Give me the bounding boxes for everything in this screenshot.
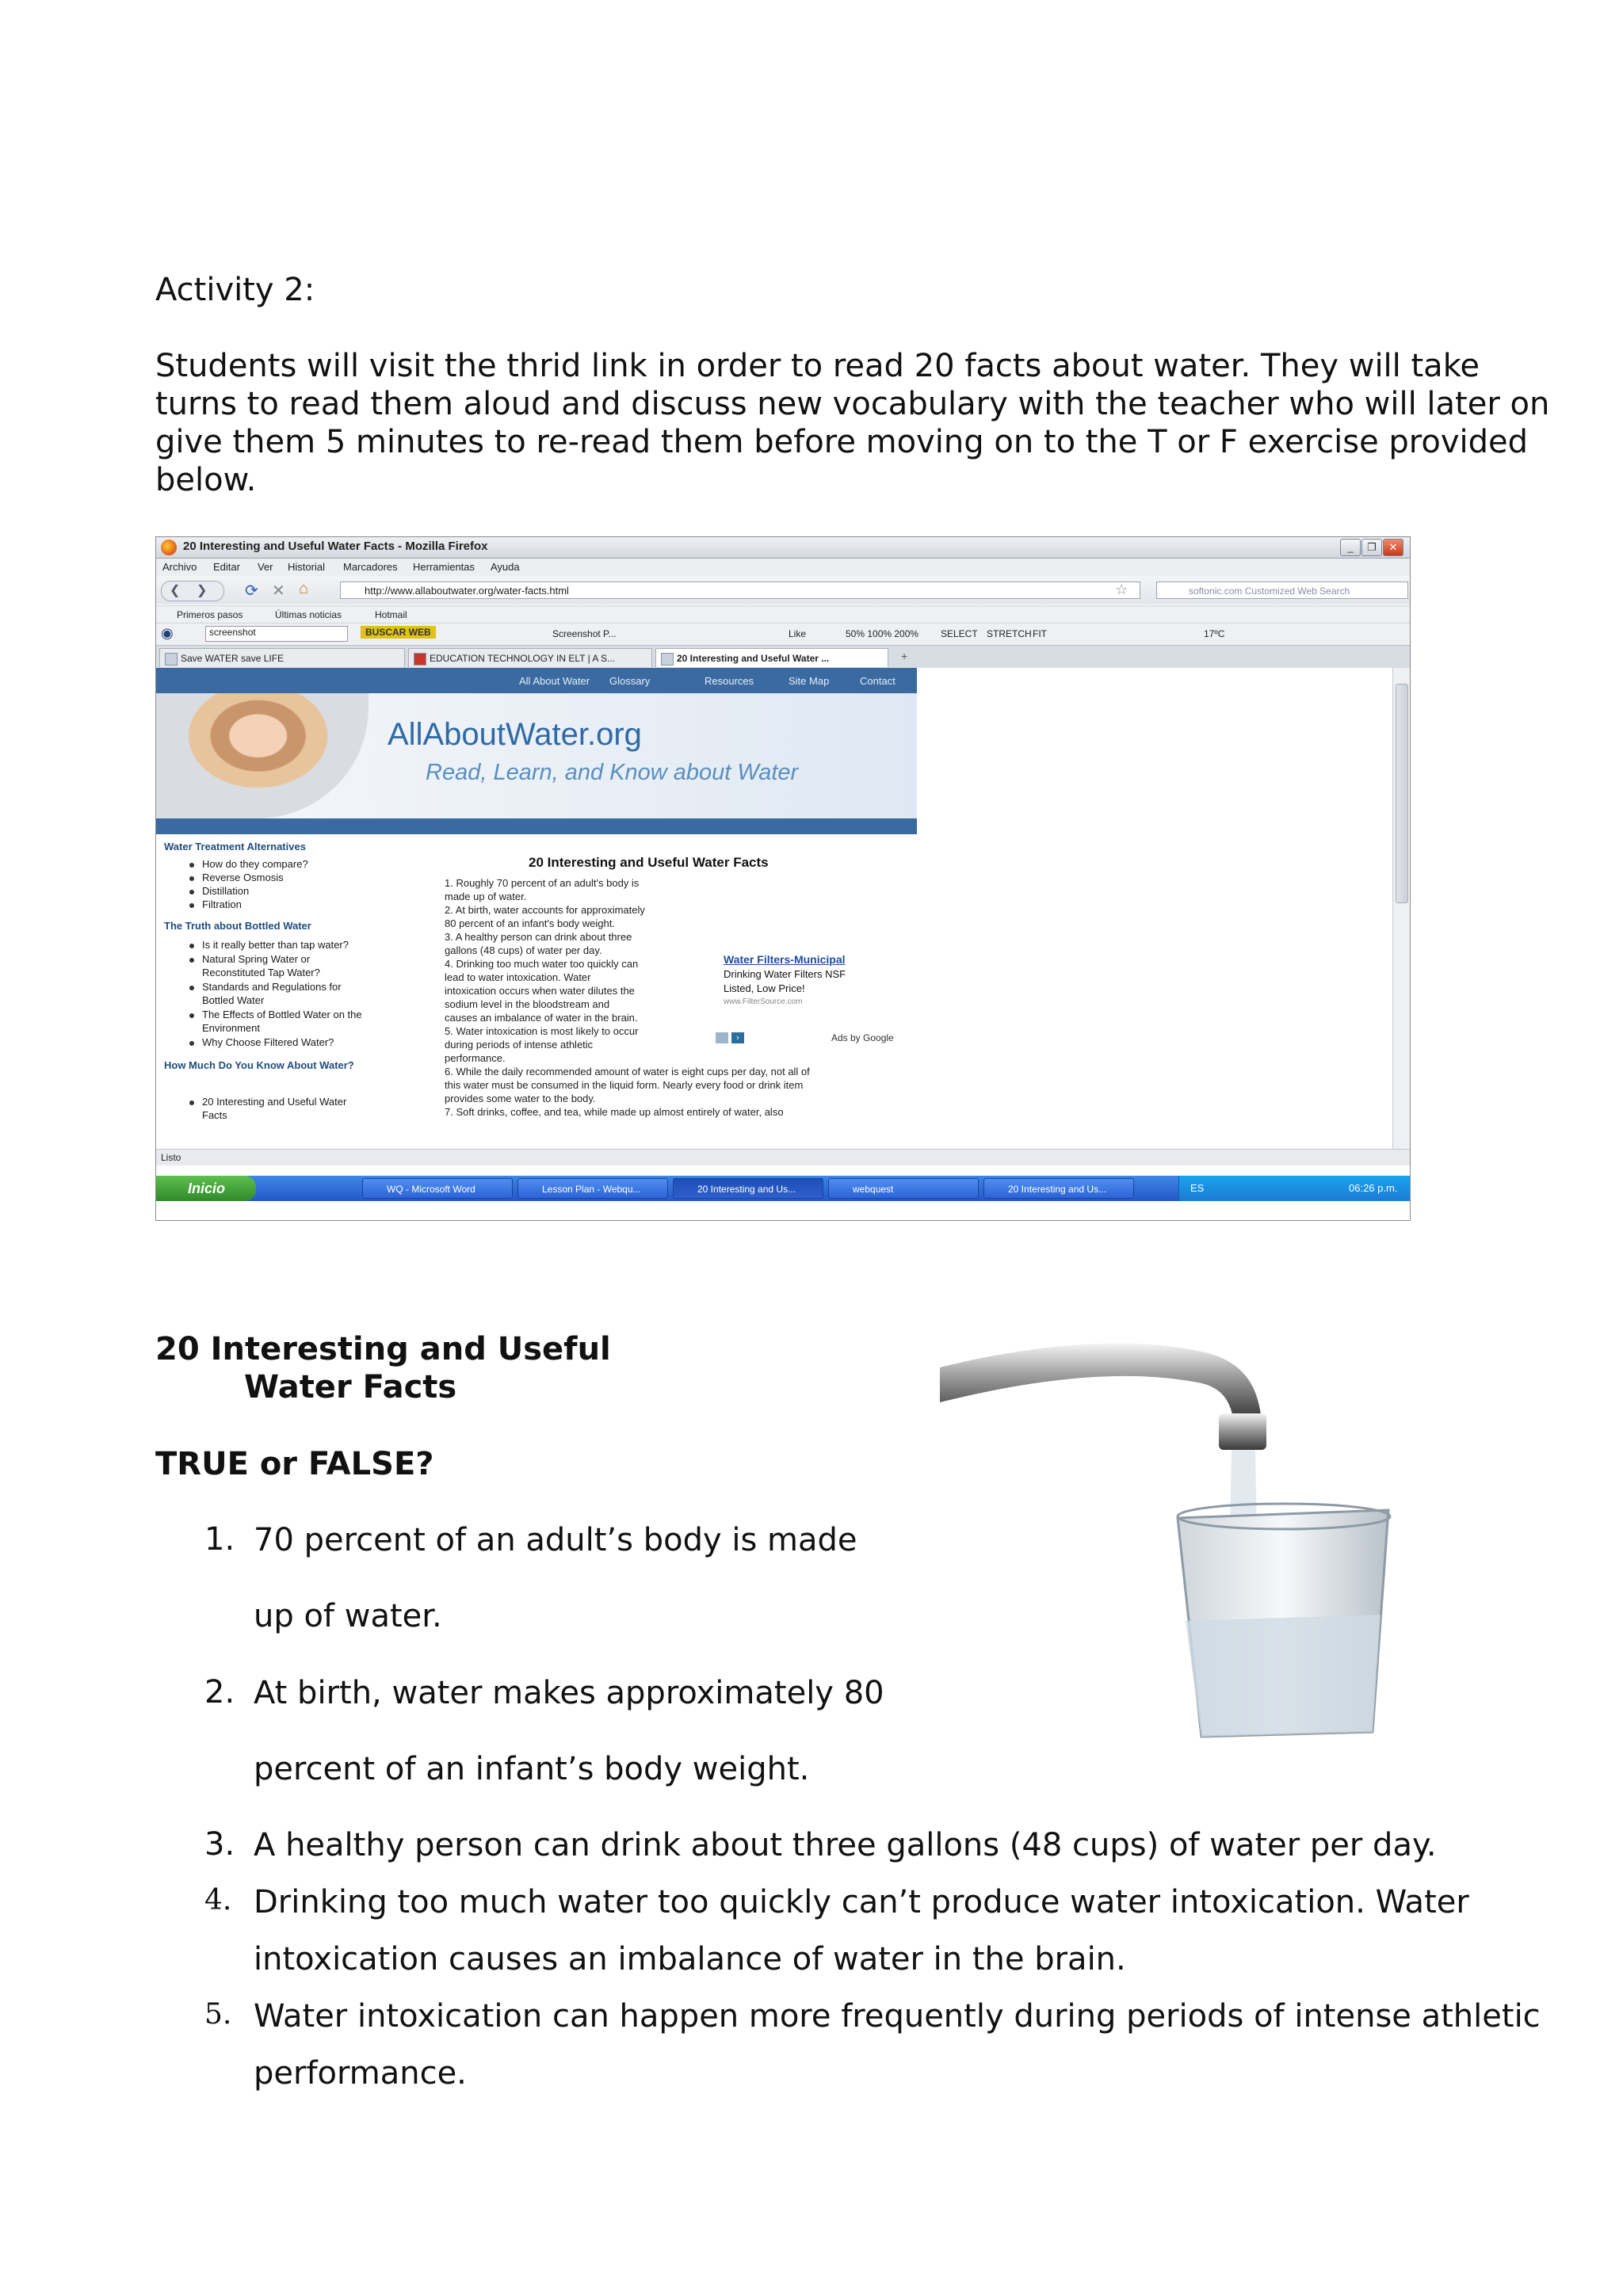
sidebar-link[interactable]: Filtration — [189, 898, 242, 911]
status-bar — [156, 1149, 1410, 1165]
question-line: At birth, water makes approximately 80 — [254, 1675, 884, 1711]
menu-ayuda[interactable]: Ayuda — [491, 561, 520, 573]
question-number: 4. — [204, 1884, 232, 1917]
toolbar-search-input[interactable]: screenshot — [205, 626, 348, 642]
weather-readout: 17ºC — [1204, 628, 1225, 639]
addon-toolbar — [156, 623, 1410, 646]
forward-icon[interactable]: ❯ — [197, 584, 208, 597]
fact-line: 4. Drinking too much water too quickly can — [445, 958, 639, 970]
sidebar-link[interactable]: Is it really better than tap water? — [189, 939, 349, 952]
tab-save-water[interactable]: Save WATER save LIFE — [159, 648, 405, 667]
question-line: intoxication causes an imbalance of water in the brain. — [254, 1941, 1126, 1978]
site-nav-all-about-water[interactable]: All About Water — [519, 675, 590, 687]
activity-paragraph-line: below. — [155, 462, 257, 498]
water-glass-illustration — [940, 1320, 1407, 1743]
bookmarks-bar — [156, 605, 1410, 624]
menu-herramientas[interactable]: Herramientas — [413, 561, 475, 573]
sidebar-link[interactable]: Natural Spring Water or — [189, 953, 310, 966]
browser-screenshot — [155, 536, 1411, 1221]
navigation-toolbar — [156, 576, 1410, 605]
taskbar-item[interactable]: 20 Interesting and Us... — [673, 1178, 823, 1199]
banner-photo — [156, 693, 369, 818]
screenshot-button[interactable]: Screenshot P... — [552, 628, 617, 639]
menu-bar — [156, 559, 1410, 576]
fact-line: causes an imbalance of water in the brain. — [445, 1012, 638, 1024]
fact-line: 7. Soft drinks, coffee, and tea, while made up almost entirely of water, also — [445, 1106, 784, 1118]
address-bar[interactable]: http://www.allaboutwater.org/water-facts.html — [340, 582, 1140, 599]
fact-line: intoxication occurs when water dilutes the — [445, 985, 635, 997]
menu-archivo[interactable]: Archivo — [162, 561, 197, 573]
question-number: 5. — [204, 1998, 232, 2031]
stretch-button[interactable]: STRETCH — [987, 628, 1032, 639]
back-forward-buttons[interactable] — [161, 581, 224, 601]
page-icon — [165, 653, 178, 666]
activity-paragraph-line: give them 5 minutes to re-read them before moving on to the T or F exercise provided — [155, 424, 1529, 460]
fact-line: 2. At birth, water accounts for approximately — [445, 904, 645, 916]
fact-line: performance. — [445, 1052, 506, 1064]
page-icon — [661, 653, 674, 666]
home-icon[interactable]: ⌂ — [299, 580, 309, 597]
sidebar-link-continued[interactable]: Facts — [202, 1109, 227, 1121]
taskbar-item[interactable]: 20 Interesting and Us... — [983, 1178, 1134, 1199]
vertical-scrollbar[interactable] — [1392, 668, 1411, 1149]
activity-heading: Activity 2: — [155, 272, 315, 308]
fact-line: sodium level in the bloodstream and — [445, 998, 610, 1010]
menu-marcadores[interactable]: Marcadores — [343, 561, 398, 573]
fact-line: provides some water to the body. — [445, 1093, 596, 1104]
fact-line: 1. Roughly 70 percent of an adult's body is — [445, 877, 640, 889]
globe-icon: ◉ — [161, 625, 174, 641]
site-tagline: Read, Learn, and Know about Water — [426, 760, 799, 785]
like-button[interactable]: Like — [789, 628, 807, 639]
activity-paragraph-line: turns to read them aloud and discuss new vocabulary with the teacher who will later on — [155, 386, 1550, 422]
maximize-button[interactable]: ❐ — [1361, 539, 1382, 556]
window-title: 20 Interesting and Useful Water Facts - Mozilla Firefox — [183, 540, 488, 553]
question-line: 70 percent of an adult’s body is made — [254, 1522, 857, 1558]
sidebar-link[interactable]: The Effects of Bottled Water on the — [189, 1009, 362, 1021]
sidebar-link[interactable]: Why Choose Filtered Water? — [189, 1036, 334, 1049]
site-nav-resources[interactable]: Resources — [705, 675, 754, 687]
site-nav-site-map[interactable]: Site Map — [789, 675, 830, 687]
site-banner — [156, 693, 917, 818]
clock: 06:26 p.m. — [1349, 1182, 1398, 1194]
question-number: 1. — [204, 1521, 235, 1558]
windows-taskbar — [156, 1176, 1410, 1201]
fit-button[interactable]: FIT — [1033, 628, 1047, 639]
question-line: percent of an infant’s body weight. — [254, 1751, 810, 1787]
quiz-title-line2: Water Facts — [244, 1369, 457, 1405]
question-line: up of water. — [254, 1598, 442, 1634]
fact-line: gallons (48 cups) of water per day. — [445, 944, 602, 956]
zoom-options[interactable]: 50% 100% 200% — [846, 628, 919, 639]
sidebar-heading: The Truth about Bottled Water — [164, 920, 311, 932]
select-button[interactable]: SELECT — [941, 628, 978, 639]
sidebar-link-continued[interactable]: Reconstituted Tap Water? — [202, 967, 320, 978]
ad-next-icon[interactable]: › — [731, 1032, 744, 1043]
sidebar-link[interactable]: Standards and Regulations for — [189, 981, 342, 994]
site-nav-bar — [156, 668, 917, 693]
question-number: 3. — [204, 1826, 235, 1863]
taskbar-item[interactable]: webquest — [828, 1178, 979, 1199]
fact-line: during periods of intense athletic — [445, 1039, 594, 1051]
stop-icon[interactable]: ✕ — [272, 582, 285, 600]
taskbar-item[interactable]: Lesson Plan - Webqu... — [517, 1178, 668, 1199]
tab-education-technology[interactable]: EDUCATION TECHNOLOGY IN ELT | A S... — [408, 648, 652, 667]
status-text: Listo — [161, 1152, 181, 1163]
site-logo[interactable]: AllAboutWater.org — [388, 717, 642, 752]
language-indicator[interactable]: ES — [1190, 1182, 1205, 1194]
ad-prev-icon[interactable] — [716, 1032, 728, 1043]
question-line: A healthy person can drink about three gallons (48 cups) of water per day. — [254, 1827, 1437, 1863]
ad-title-link[interactable]: Water Filters-Municipal — [724, 953, 846, 966]
ad-line: Listed, Low Price! — [724, 982, 805, 994]
banner-divider — [156, 818, 917, 834]
page-icon — [414, 653, 426, 666]
menu-ver[interactable]: Ver — [258, 561, 273, 573]
question-line: Water intoxication can happen more frequently during periods of intense athletic — [254, 1998, 1541, 2035]
fact-line: 80 percent of an infant's body weight. — [445, 917, 615, 929]
tab-water-facts[interactable]: 20 Interesting and Useful Water ... — [655, 648, 888, 667]
question-line: performance. — [254, 2055, 467, 2092]
taskbar-item[interactable]: WQ - Microsoft Word — [362, 1178, 513, 1199]
fact-line: 3. A healthy person can drink about three — [445, 931, 632, 943]
bookmark-star-icon[interactable]: ☆ — [1115, 582, 1128, 597]
sidebar-heading: How Much Do You Know About Water? — [164, 1059, 354, 1071]
ad-url[interactable]: www.FilterSource.com — [724, 997, 803, 1006]
sidebar-heading: Water Treatment Alternatives — [164, 841, 306, 852]
reload-icon[interactable]: ⟳ — [245, 582, 258, 600]
firefox-icon — [161, 540, 177, 555]
new-tab-icon[interactable]: + — [901, 650, 908, 662]
question-line: Drinking too much water too quickly can’t produce water intoxication. Water — [254, 1884, 1469, 1920]
content-title: 20 Interesting and Useful Water Facts — [529, 855, 769, 870]
search-input[interactable]: softonic.com Customized Web Search — [1156, 582, 1408, 599]
bookmark-hotmail[interactable]: Hotmail — [375, 609, 407, 620]
fact-line: 5. Water intoxication is most likely to occur — [445, 1025, 639, 1037]
ad-line: Drinking Water Filters NSF — [724, 968, 846, 980]
sidebar-link[interactable]: Distillation — [189, 885, 249, 898]
fact-line: 6. While the daily recommended amount of water is eight cups per day, not all of — [445, 1066, 810, 1077]
scrollbar-thumb[interactable] — [1396, 684, 1408, 903]
minimize-button[interactable]: _ — [1340, 539, 1361, 556]
menu-editar[interactable]: Editar — [213, 561, 240, 573]
web-page-viewport — [156, 668, 1392, 1149]
fact-line: made up of water. — [445, 891, 527, 902]
sidebar-link[interactable]: How do they compare? — [189, 858, 308, 871]
bookmark-primeros-pasos[interactable]: Primeros pasos — [177, 609, 243, 620]
site-nav-contact[interactable]: Contact — [860, 675, 896, 687]
activity-paragraph-line: Students will visit the thrid link in order to read 20 facts about water. They will take — [155, 348, 1480, 384]
sidebar-link[interactable]: 20 Interesting and Useful Water — [189, 1096, 346, 1108]
sidebar-link[interactable]: Reverse Osmosis — [189, 871, 284, 884]
bookmark-ultimas-noticias[interactable]: Últimas noticias — [275, 609, 342, 620]
ads-by-google[interactable]: Ads by Google — [831, 1032, 894, 1043]
quiz-subtitle: TRUE or FALSE? — [155, 1446, 434, 1482]
sidebar-link-continued[interactable]: Environment — [202, 1022, 260, 1034]
quiz-title-line1: 20 Interesting and Useful — [155, 1331, 611, 1367]
window-titlebar — [156, 537, 1410, 559]
system-tray — [1178, 1176, 1411, 1201]
back-icon[interactable]: ❮ — [170, 584, 181, 597]
start-button[interactable]: Inicio — [156, 1176, 256, 1201]
question-number: 2. — [204, 1674, 235, 1711]
tab-bar — [156, 645, 1410, 668]
close-window-button[interactable]: ✕ — [1383, 539, 1403, 556]
sidebar-link-continued[interactable]: Bottled Water — [202, 994, 265, 1006]
fact-line: this water must be consumed in the liquid form. Nearly every food or drink item — [445, 1079, 804, 1091]
menu-historial[interactable]: Historial — [288, 561, 325, 573]
fact-line: lead to water intoxication. Water — [445, 971, 591, 983]
buscar-button[interactable]: BUSCAR WEB — [361, 626, 436, 639]
site-nav-glossary[interactable]: Glossary — [609, 675, 651, 687]
